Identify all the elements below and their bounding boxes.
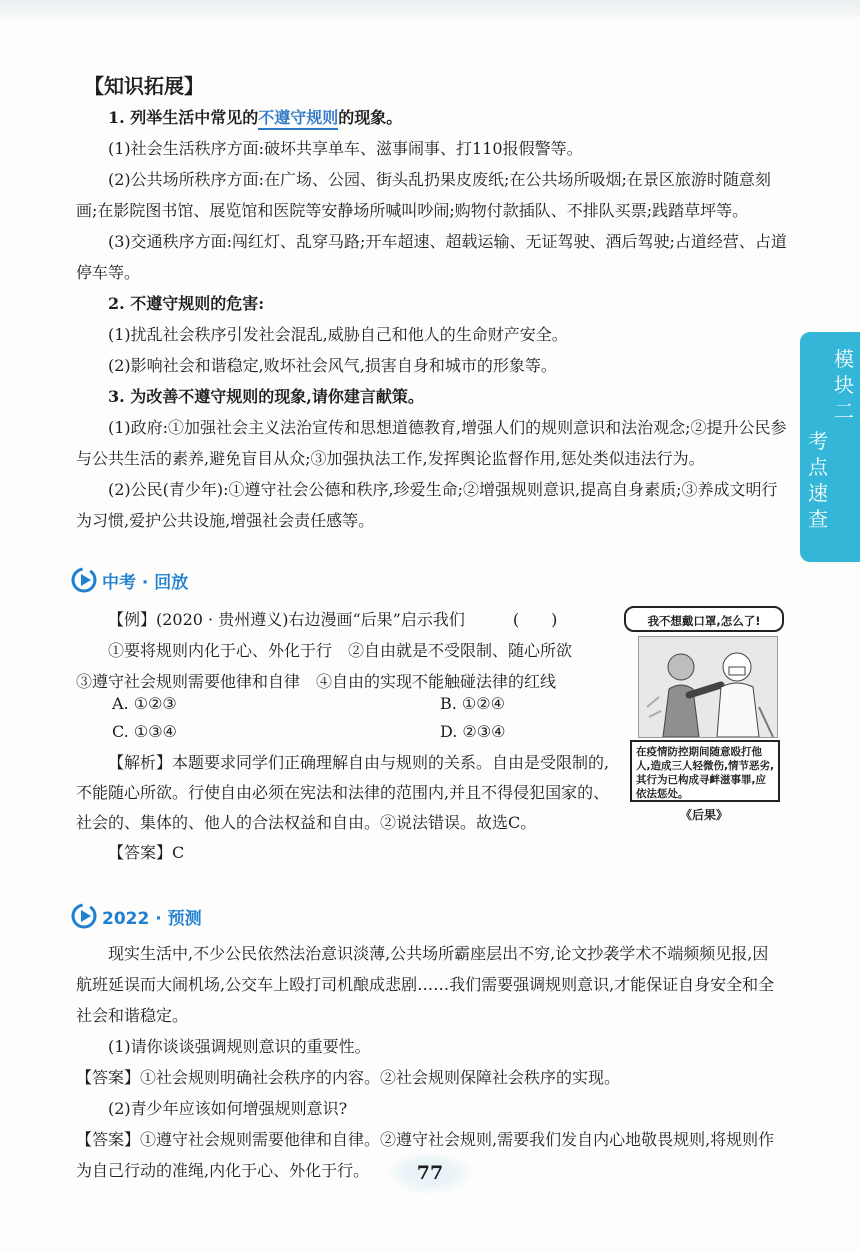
play-circle-icon bbox=[70, 902, 98, 930]
question-3: 3. 为改善不遵守规则的现象,请你建言献策。 bbox=[108, 387, 424, 406]
comic-speech-bubble: 我不想戴口罩,怎么了! bbox=[624, 606, 784, 632]
prediction-answer-1: 【答案】①社会规则明确社会秩序的内容。②社会规则保障社会秩序的实现。 bbox=[76, 1068, 621, 1087]
analysis-text: 【解析】本题要求同学们正确理解自由与规则的关系。自由是受限制的,不能随心所欲。行使自由必须在宪法和法律的范围内,并且不得侵犯国家的、社会的、集体的、他人的合法权益和自由。②说法错误。故选C。 bbox=[76, 753, 610, 832]
q3-answer-2: (2)公民(青少年):①遵守社会公德和秩序,珍爱生命;②增强规则意识,提高自身素质;③养成文明行为习惯,爱护公共设施,增强社会责任感等。 bbox=[76, 480, 778, 530]
prediction-block bbox=[76, 938, 784, 1186]
question-1 bbox=[76, 102, 788, 133]
q1-answer-3: (3)交通秩序方面:闯红灯、乱穿马路;开车超速、超载运输、无证驾驶、酒后驾驶;占道经营、占道停车等。 bbox=[76, 232, 787, 282]
review-heading: 中考 · 回放 bbox=[70, 566, 188, 594]
module-side-tab bbox=[800, 332, 860, 562]
statements-line-1: ①要将规则内化于心、外化于行 ②自由就是不受限制、随心所欲 bbox=[108, 641, 573, 660]
comic bbox=[624, 606, 784, 826]
example-block bbox=[76, 604, 616, 697]
prediction-passage: 现实生活中,不少公民依然法治意识淡薄,公共场所霸座层出不穷,论文抄袭学术不端频频见报,因航班延误而大闹机场,公交车上殴打司机酿成悲剧……我们需要强调规则意识,才能保证自身安全和全社会和谐稳定。 bbox=[76, 944, 775, 1025]
example-answer: 【答案】C bbox=[108, 843, 185, 862]
prediction-answer-2: 【答案】①遵守社会规则需要他律和自律。②遵守社会规则,需要我们发自内心地敬畏规则,将规则作为自己行动的准绳,内化于心、外化于行。 bbox=[76, 1130, 775, 1180]
q1-answer-2: (2)公共场所秩序方面:在广场、公园、街头乱扔果皮废纸;在公共场所吸烟;在景区旅游时随意刻画;在影院图书馆、展览馆和医院等安静场所喊叫吵闹;购物付款插队、不排队买票;践踏草坪等。 bbox=[76, 170, 771, 220]
comic-title: 《后果》 bbox=[679, 808, 728, 822]
prediction-question-2: (2)青少年应该如何增强规则意识? bbox=[108, 1099, 348, 1118]
q2-answer-1: (1)扰乱社会秩序引发社会混乱,威胁自己和他人的生命财产安全。 bbox=[108, 325, 568, 344]
question-1-highlight: 不遵守规则 bbox=[258, 108, 338, 130]
question-1-prefix: 1. 列举生活中常见的 bbox=[108, 108, 259, 127]
knowledge-section bbox=[76, 102, 788, 536]
q1-answer-1: (1)社会生活秩序方面:破坏共享单车、滋事闹事、打110报假警等。 bbox=[108, 139, 583, 158]
prediction-heading: 2022 · 预测 bbox=[70, 902, 202, 930]
example-question: 【例】(2020 · 贵州遵义)右边漫画“后果”启示我们 ( ) bbox=[108, 610, 558, 629]
q3-answer-1: (1)政府:①加强社会主义法治宣传和思想道德教育,增强人们的规则意识和法治观念;②提升公民参与公共生活的素养,避免盲目从众;③加强执法工作,发挥舆论监督作用,惩处类似违法行为。 bbox=[76, 418, 787, 468]
comic-scene-image bbox=[639, 637, 777, 737]
play-circle-icon bbox=[70, 566, 98, 594]
question-2: 2. 不遵守规则的危害: bbox=[108, 294, 265, 313]
comic-illustration bbox=[638, 636, 778, 738]
page-number: 77 bbox=[388, 1152, 472, 1194]
knowledge-heading: 【知识拓展】 bbox=[84, 74, 204, 98]
option-b: B. ①②④ bbox=[440, 694, 505, 713]
option-c: C. ①③④ bbox=[112, 722, 177, 741]
side-tab-topic: 考 点 速 查 bbox=[808, 429, 828, 531]
side-tab-module: 模 块 二 bbox=[834, 347, 854, 423]
comic-caption: 在疫情防控期间随意殴打他人,造成三人轻微伤,情节恶劣,其行为已构成寻衅滋事罪,应依法惩处。 bbox=[630, 740, 780, 802]
q2-answer-2: (2)影响社会和谐稳定,败坏社会风气,损害自身和城市的形象等。 bbox=[108, 356, 557, 375]
question-1-suffix: 的现象。 bbox=[338, 108, 403, 127]
option-a: A. ①②③ bbox=[112, 694, 177, 713]
top-strip bbox=[0, 0, 860, 24]
statements-line-2: ③遵守社会规则需要他律和自律 ④自由的实现不能触碰法律的红线 bbox=[76, 672, 557, 691]
option-d: D. ②③④ bbox=[440, 722, 506, 741]
analysis-block bbox=[76, 748, 616, 868]
prediction-question-1: (1)请你谈谈强调规则意识的重要性。 bbox=[108, 1037, 371, 1056]
